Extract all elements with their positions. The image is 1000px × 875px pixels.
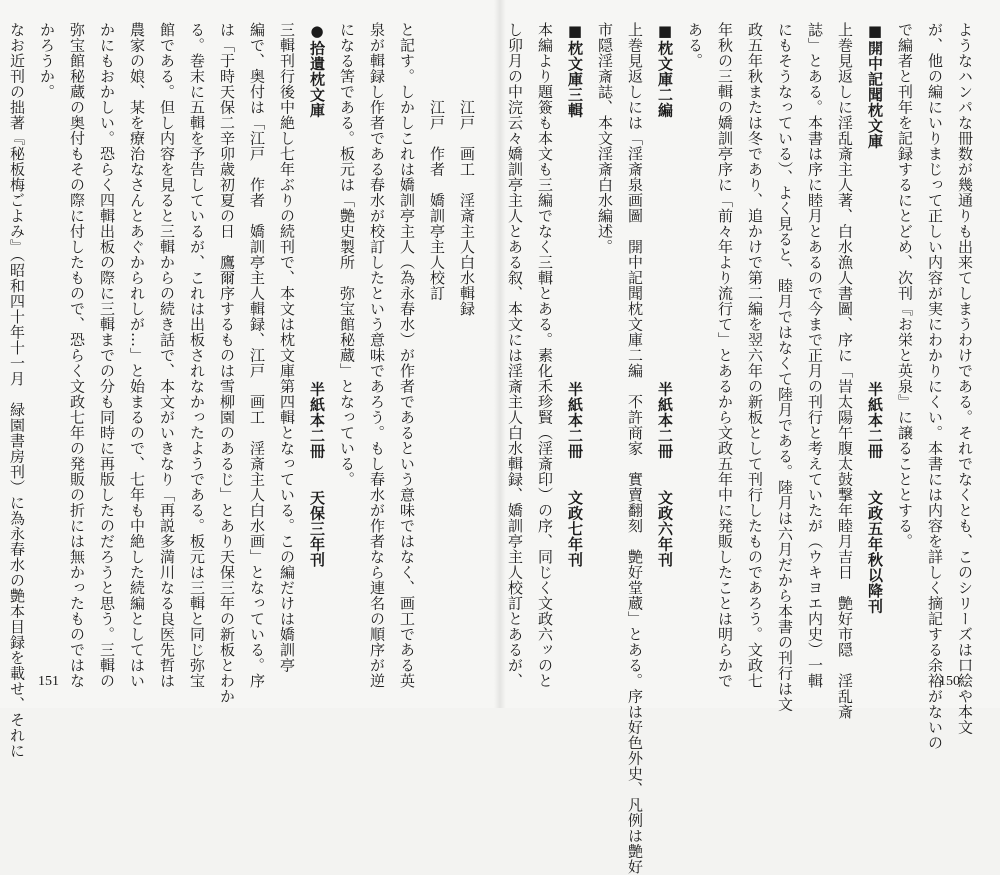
text-column — [0, 22, 2, 652]
book-gutter — [494, 0, 506, 708]
text-column: なお近刊の拙著『秘板梅ごよみ』（昭和四十年十一月 緑園書房刊）に為永春水の艶本目録を載せ、それに — [8, 22, 26, 759]
text-column: かにもおかしい。恐らく四輯出板の際に三輯までの分も同時に再版したのだろうと思う。三輯の — [98, 22, 116, 689]
text-column: る。巻末に五輯を予告しているが、これは出板されなかったようである。板元は三輯と同じ弥宝 — [188, 22, 206, 689]
section-heading: ■開中記聞枕文庫 半紙本二冊 文政五年秋以降刊 — [866, 22, 884, 614]
text-column: 編で、奥付は「江戸 作者 嬌訓亭主人輯録、江戸 画工 淫斎主人白水画」となっている。序 — [248, 22, 266, 689]
text-column: 江戸 作者 嬌訓亭主人校訂 — [428, 22, 446, 301]
text-column: 三輯刊行後中絶し七年ぶりの続刊で、本文は枕文庫第四輯となっている。この編だけは嬌訓亭 — [278, 22, 296, 673]
text-column: 上巻見返しには「淫斎泉画圖 開中記聞枕文庫二編 不許商家 實賣翻刻 艶好堂蔵」とある。序は好色外史、凡例は艶好 — [626, 22, 644, 875]
text-column: 農家の娘、某を療治なさんとあぐかられしが…」と始まるので、七年も中絶した続編としてはい — [128, 22, 146, 689]
text-column: にもそうなっている）、よく見ると、睦月ではなくて陸月である。陸月は六月だから本書の刊行は文 — [776, 22, 794, 712]
text-column: ある。 — [686, 22, 704, 69]
text-column: 誌」とある。本書は序に睦月とあるので今まで正月の刊行と考えていたが（ウキヨエ内史）一輯 — [806, 22, 824, 689]
text-column: 本編より題簽も本文も三編でなく三輯とある。素化禾珍賢（淫斎印）の序、同じく文政六ッのと — [536, 22, 554, 689]
text-column: が、他の編にいりまじって正しい内容が実にわかりにくい。本書には内容を詳しく摘記する余裕がないの — [926, 22, 944, 751]
text-column: ようなハンパな冊数が幾通りも出来てしまうわけである。それでなくとも、このシリーズは口絵や本文 — [956, 22, 974, 735]
text-column: 政五年秋または冬であり、追かけで第二編を翌六年の新板として刊行したものであろう。文政七 — [746, 22, 764, 689]
left-page — [0, 0, 500, 759]
section-heading: ■枕文庫二編 半紙本二冊 文政六年刊 — [656, 22, 674, 568]
page-number: 150 — [939, 674, 960, 689]
text-column: 年秋の三輯の嬌訓亭序に「前々年より流行て」とあるから文政五年中に発販したことは明らかで — [716, 22, 734, 689]
text-column: 上巻見返しに淫乱斎主人著、白水漁人書圖、序に「旹太陽午腹太鼓撃年睦月吉日 艶好市隠 淫乱斎 — [836, 22, 854, 720]
text-column: になる筈である。板元は「艶史製所 弥宝館秘蔵」となっている。 — [338, 22, 356, 487]
text-column: し卯月の中浣云々嬌訓亭主人とある叙、本文には淫斎主人白水輯録、嬌訓亭主人校訂とあるが、 — [506, 22, 524, 689]
section-heading: ■枕文庫三輯 半紙本二冊 文政七年刊 — [566, 22, 584, 568]
section-heading: ●拾遺枕文庫 半紙本二冊 天保三年刊 — [308, 22, 326, 568]
text-column: 江戸 画工 淫斎主人白水輯録 — [458, 22, 476, 317]
text-column: は「于時天保二辛卯歳初夏の日 鷹爾序するものは雪柳園のあるじ」とあり天保三年の新板とわか — [218, 22, 236, 704]
page-number: 151 — [38, 674, 59, 689]
text-column: 館である。但し内容を見ると三輯からの続き話で、本文がいきなり「再説多満川なる良医先哲は — [158, 22, 176, 689]
text-column: と記す。しかしこれは嬌訓亭主人（為永春水）が作者であるという意味ではなく、画工である英 — [398, 22, 416, 689]
text-column: で編者と刊年を記録するにとどめ、次刊『お栄と英泉』に譲ることとする。 — [896, 22, 914, 549]
text-column: かろうか。 — [38, 22, 56, 100]
text-column: 泉が輯録し作者である春水が校訂したという意味であろう。もし春水が作者なら連名の順序が逆 — [368, 22, 386, 689]
text-column: 弥宝館秘蔵の奥付もその際に付したもので、恐らく文政七年の発販の折には無かったものではな — [68, 22, 86, 689]
text-column: 市隠淫斎誌、本文淫斎白水編述。 — [596, 22, 614, 255]
right-page — [500, 0, 1000, 875]
